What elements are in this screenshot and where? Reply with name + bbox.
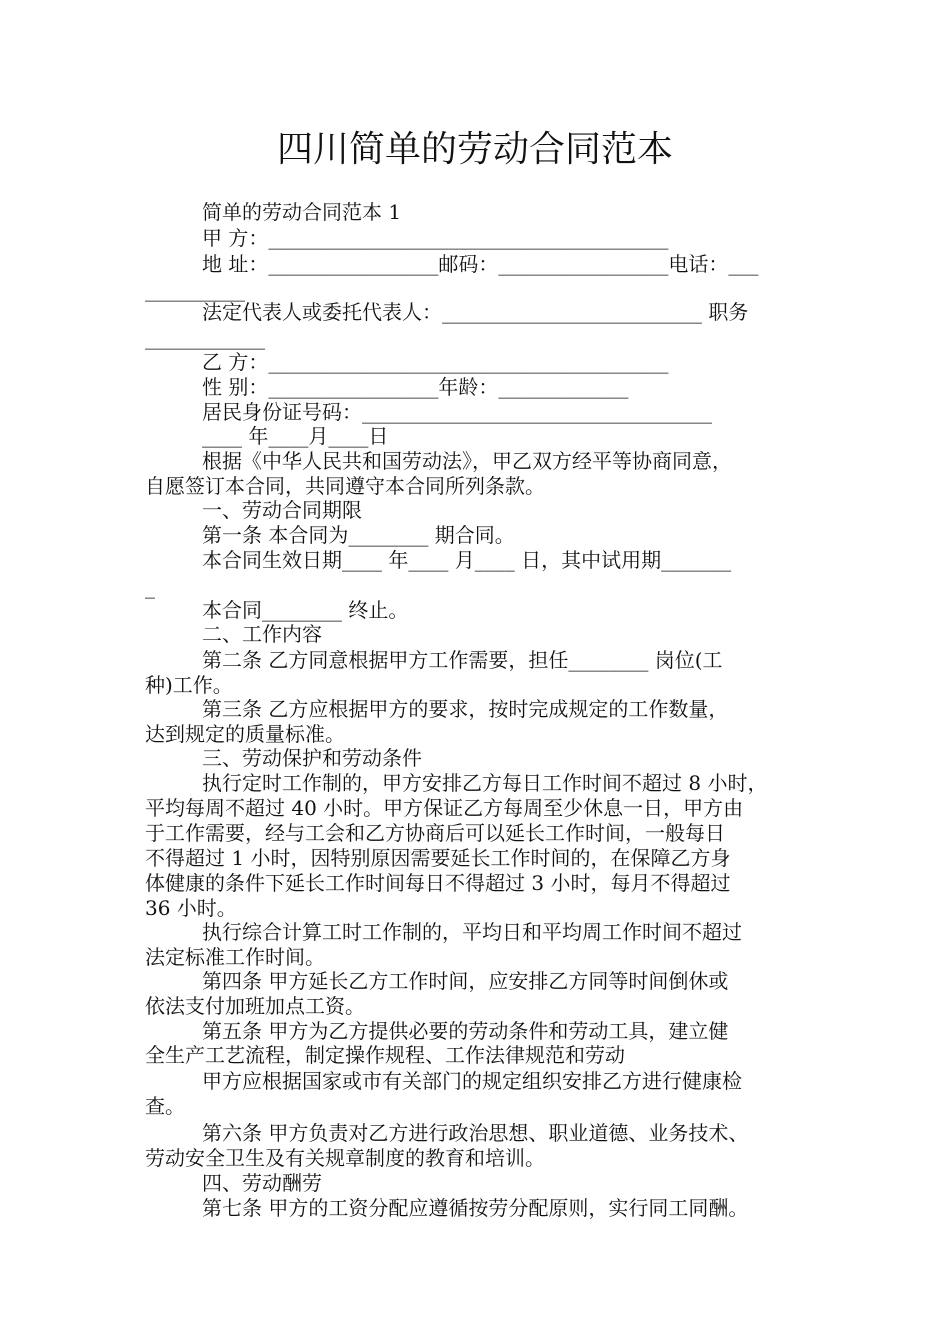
paragraph-line: 第一条 本合同为________ 期合同。: [202, 523, 515, 547]
paragraph-line: 第七条 甲方的工资分配应遵循按劳分配原则，实行同工同酬。: [202, 1196, 749, 1220]
paragraph-line: 查。: [145, 1094, 185, 1118]
paragraph-line: 不得超过 1 小时，因特别原因需要延长工作时间的，在保障乙方身: [145, 846, 731, 870]
paragraph-line: 依法支付加班加点工资。: [145, 994, 365, 1018]
paragraph-line: 劳动安全卫生及有关规章制度的教育和培训。: [145, 1146, 545, 1170]
paragraph-line: 根据《中华人民共和国劳动法》，甲乙双方经平等协商同意，: [202, 449, 732, 473]
representative-line: 法定代表人或委托代表人：__________________________ 职务: [202, 300, 749, 324]
paragraph-line: 执行综合计算工时工作制的，平均日和平均周工作时间不超过: [202, 920, 742, 944]
paragraph-line: 第三条 乙方应根据甲方的要求，按时完成规定的工作数量，: [202, 697, 729, 721]
paragraph-line: 第四条 甲方延长乙方工作时间，应安排乙方同等时间倒休或: [202, 969, 729, 993]
party-b-line: 乙 方：________________________________________: [202, 350, 669, 374]
paragraph-line: 甲方应根据国家或市有关部门的规定组织安排乙方进行健康检: [202, 1069, 742, 1093]
paragraph-line: 法定标准工作时间。: [145, 945, 325, 969]
paragraph-line: 执行定时工作制的，甲方安排乙方每日工作时间不超过 8 小时，: [202, 771, 768, 795]
id-number-line: 居民身份证号码：___________________________________: [202, 400, 712, 424]
date-line: ____ 年____月____日: [202, 424, 389, 448]
paragraph-line: 本合同________ 终止。: [202, 598, 409, 622]
gender-age-line: 性 别：_________________年龄：_____________: [202, 375, 629, 399]
paragraph-line: 于工作需要，经与工会和乙方协商后可以延长工作时间，一般每日: [145, 821, 725, 845]
paragraph-line: 第五条 甲方为乙方提供必要的劳动条件和劳动工具，建立健: [202, 1019, 729, 1043]
party-a-line: 甲 方：________________________________________: [202, 226, 669, 250]
paragraph-line: 本合同生效日期____ 年____ 月____ 日，其中试用期_______: [202, 548, 732, 572]
paragraph-line: 自愿签订本合同，共同遵守本合同所列条款。: [145, 474, 545, 498]
paragraph-line: 种)工作。: [145, 673, 233, 697]
address-line: 地 址：_________________邮码：_________________电话：___: [202, 252, 759, 276]
representative-line-continued: ____________: [145, 326, 265, 350]
paragraph-line: 体健康的条件下延长工作时间每日不得超过 3 小时，每月不得超过: [145, 871, 731, 895]
contract-heading: 简单的劳动合同范本 1: [202, 200, 402, 224]
section-heading: 四、劳动酬劳: [202, 1171, 322, 1195]
paragraph-line: 第六条 甲方负责对乙方进行政治思想、职业道德、业务技术、: [202, 1121, 749, 1145]
section-heading: 二、工作内容: [202, 622, 322, 646]
paragraph-line: 36 小时。: [145, 896, 237, 920]
paragraph-line: 达到规定的质量标准。: [145, 722, 345, 746]
address-line-continued: __________: [145, 278, 245, 302]
paragraph-line: 平均每周不超过 40 小时。甲方保证乙方每周至少休息一日，甲方由: [145, 796, 744, 820]
paragraph-line: 全生产工艺流程，制定操作规程、工作法律规范和劳动: [145, 1043, 625, 1067]
section-heading: 一、劳动合同期限: [202, 498, 362, 522]
section-heading: 三、劳动保护和劳动条件: [202, 746, 422, 770]
paragraph-line: 第二条 乙方同意根据甲方工作需要，担任________ 岗位(工: [202, 648, 723, 672]
document-title: 四川简单的劳动合同范本: [276, 129, 673, 170]
paragraph-line: _: [145, 575, 155, 599]
